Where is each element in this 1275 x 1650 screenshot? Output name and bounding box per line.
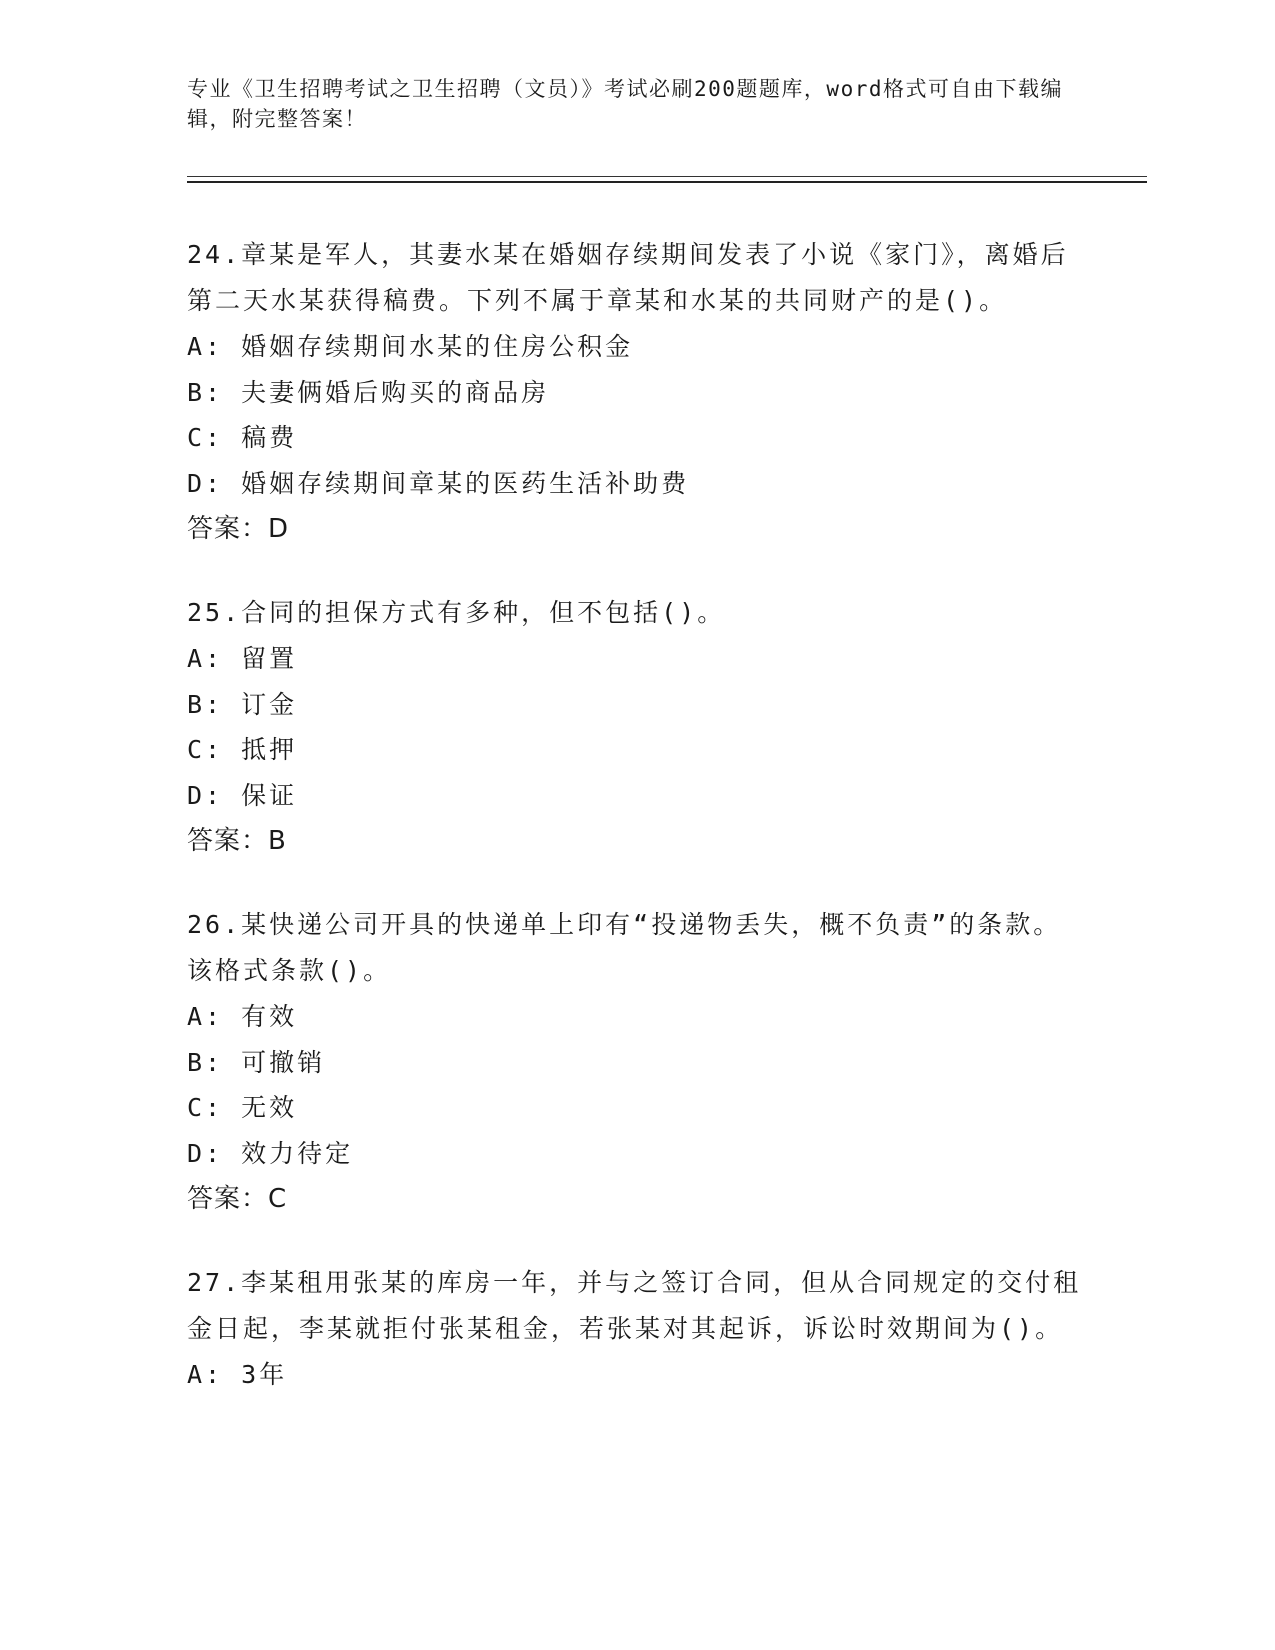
- question-25: [187, 590, 1087, 864]
- option-d: D: 保证: [187, 780, 298, 810]
- header-divider-thin: [187, 176, 1147, 177]
- option-c: C: 抵押: [187, 735, 298, 764]
- header-divider-thick: [187, 181, 1147, 183]
- answer-label: 答案：D: [187, 514, 290, 544]
- question-27: [187, 1260, 1087, 1398]
- option-a: A: 有效: [187, 1002, 298, 1031]
- question-stem: 27.李某租用张某的库房一年，并与之签订合同，但从合同规定的交付租金日起，李某就拒付张某租金，若张某对其起诉，诉讼时效期间为()。: [187, 1268, 1082, 1343]
- option-a: A: 3年: [187, 1360, 288, 1389]
- question-stem: 24.章某是军人，其妻水某在婚姻存续期间发表了小说《家门》，离婚后第二天水某获得稿费。下列不属于章某和水某的共同财产的是()。: [187, 240, 1069, 315]
- option-d: D: 效力待定: [187, 1138, 354, 1168]
- question-24: [187, 232, 1087, 552]
- option-c: C: 无效: [187, 1093, 298, 1122]
- question-stem: 25.合同的担保方式有多种，但不包括()。: [187, 598, 726, 627]
- option-a: A: 婚姻存续期间水某的住房公积金: [187, 332, 634, 361]
- option-b: B: 可撤销: [187, 1047, 326, 1077]
- answer-label: 答案：B: [187, 826, 287, 856]
- question-stem: 26.某快递公司开具的快递单上印有“投递物丢失，概不负责”的条款。该格式条款()。: [187, 910, 1062, 985]
- option-d: D: 婚姻存续期间章某的医药生活补助费: [187, 468, 690, 498]
- answer-label: 答案：C: [187, 1184, 288, 1214]
- option-b: B: 夫妻俩婚后购买的商品房: [187, 377, 550, 407]
- option-a: A: 留置: [187, 644, 298, 673]
- document-header: 专业《卫生招聘考试之卫生招聘（文员）》考试必刷200题题库，word格式可自由下载编辑，附完整答案！: [187, 77, 1063, 131]
- question-26: [187, 902, 1087, 1222]
- option-b: B: 订金: [187, 689, 298, 719]
- question-list: [187, 232, 1087, 1436]
- option-c: C: 稿费: [187, 423, 298, 452]
